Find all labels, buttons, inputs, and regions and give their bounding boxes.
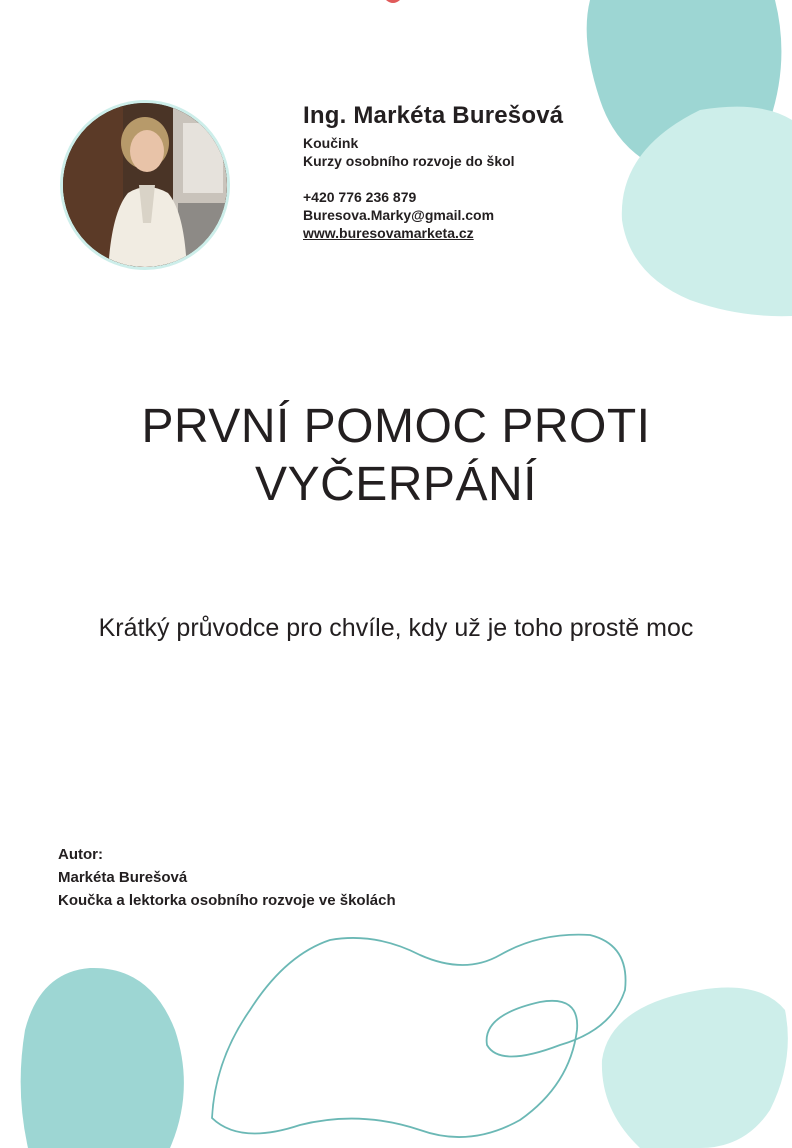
page-subtitle: Krátký průvodce pro chvíle, kdy už je toho prostě moc <box>98 614 694 642</box>
contact-email[interactable]: Buresova.Marky@gmail.com <box>303 207 495 223</box>
bottom-right-blob <box>602 988 788 1148</box>
contact-block <box>303 102 563 242</box>
author-block <box>58 843 396 912</box>
profile-photo <box>60 100 230 270</box>
contact-phone: +420 776 236 879 <box>303 189 417 205</box>
top-red-mark <box>386 0 400 3</box>
contact-tagline: Kurzy osobního rozvoje do škol <box>303 153 515 169</box>
author-description: Koučka a lektorka osobního rozvoje ve školách <box>58 892 396 909</box>
contact-website-link[interactable]: www.buresovamarketa.cz <box>303 225 474 241</box>
contact-role: Koučink <box>303 135 359 151</box>
page-title-line-2: VYČERPÁNÍ <box>255 458 537 511</box>
author-label: Autor: <box>58 846 103 863</box>
squiggle-line <box>212 935 626 1137</box>
contact-name: Ing. Markéta Burešová <box>303 102 564 129</box>
page-title <box>0 398 792 514</box>
author-name: Markéta Burešová <box>58 869 188 886</box>
bottom-left-blob <box>21 968 184 1148</box>
page-title-line-1: PRVNÍ POMOC PROTI <box>141 400 651 453</box>
portrait-image <box>63 103 230 270</box>
